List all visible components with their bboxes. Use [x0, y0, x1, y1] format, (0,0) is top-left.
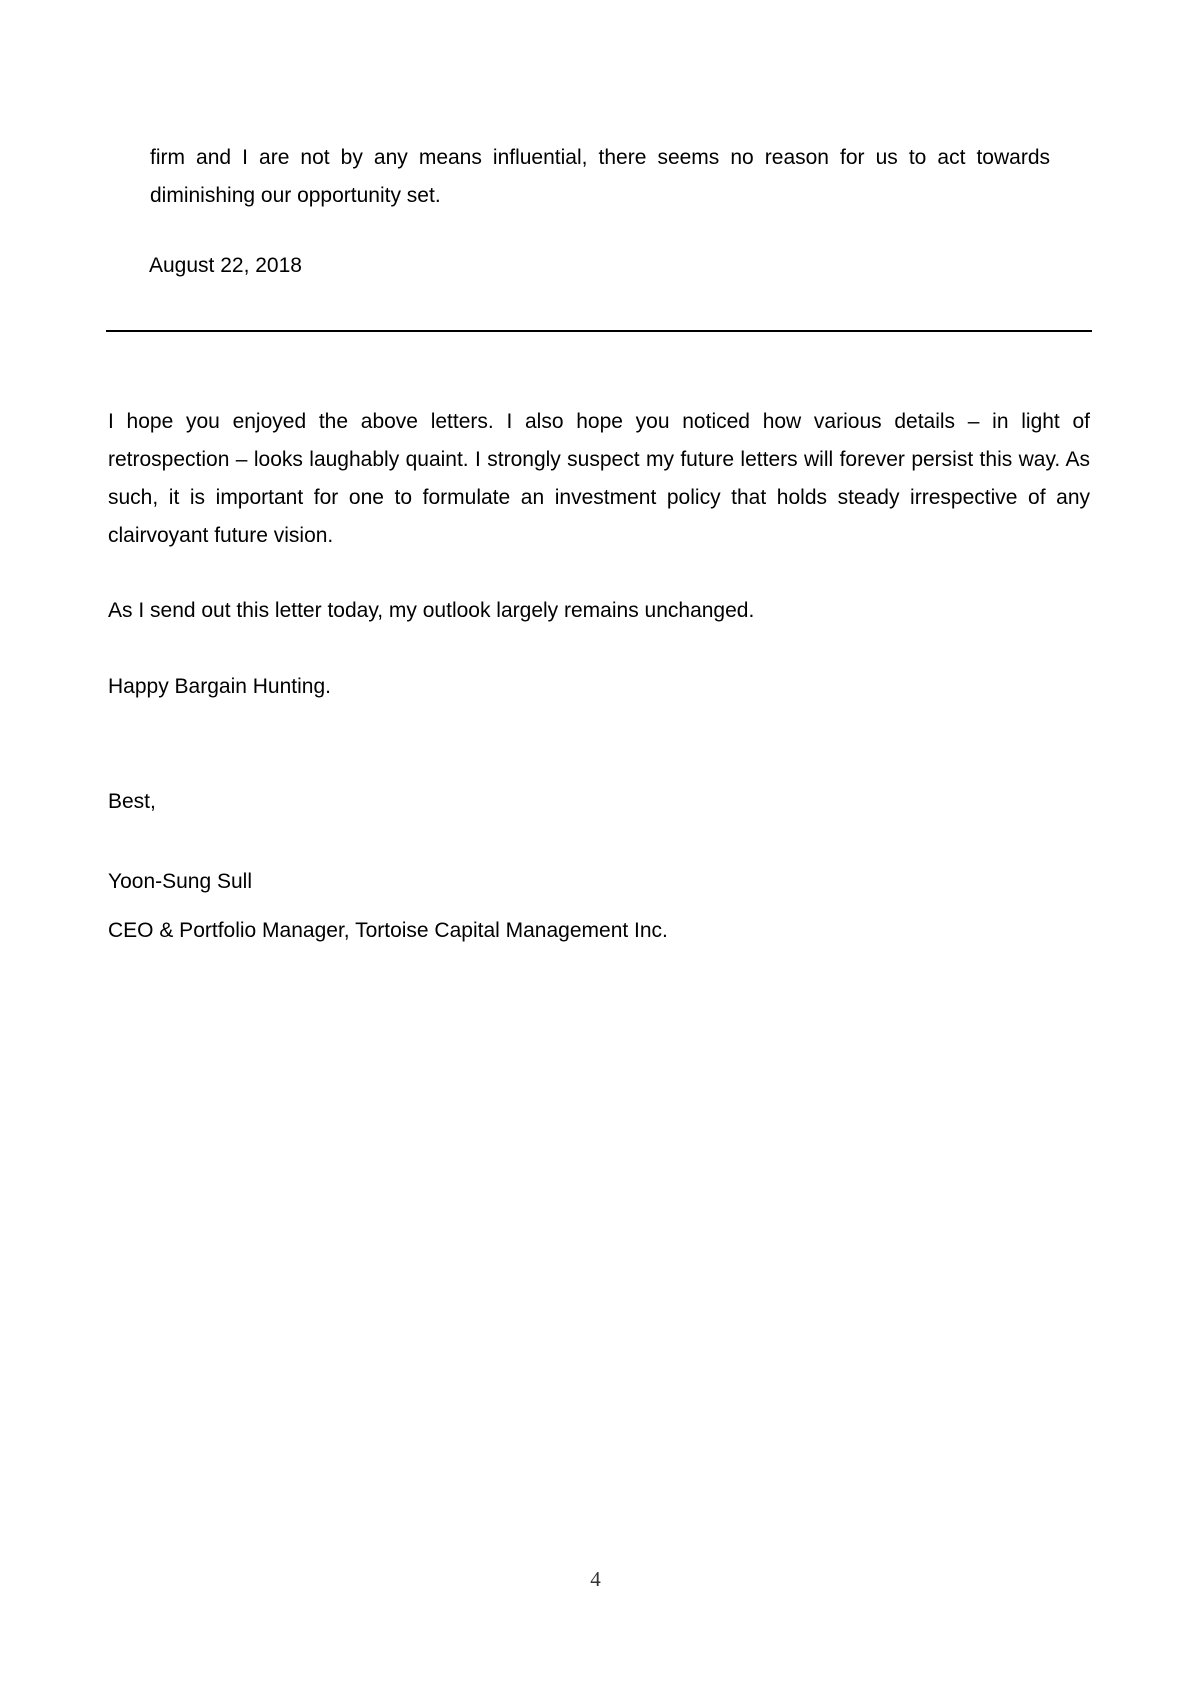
page-number: 4: [590, 1567, 601, 1591]
letter-paragraph-retrospection: I hope you enjoyed the above letters. I also hope you noticed how various details – in light of retrospection – looks laughably quaint. I strongly suspect my future letters will forever persist this way. As such, it is important for one to formulate an investment policy that holds steady irrespective of any clairvoyant future vision.: [108, 410, 1090, 547]
signature-title: CEO & Portfolio Manager, Tortoise Capital Management Inc.: [108, 919, 668, 942]
section-divider: [106, 330, 1092, 332]
letter-closing: Best,: [108, 790, 156, 813]
letter-paragraph-sign-off: Happy Bargain Hunting.: [108, 675, 331, 698]
signature-name: Yoon-Sung Sull: [108, 870, 253, 893]
quoted-letter-closing-paragraph: firm and I are not by any means influential, there seems no reason for us to act towards diminishing our opportunity set.: [150, 146, 1050, 207]
quoted-letter-date: August 22, 2018: [149, 254, 302, 277]
letter-paragraph-outlook: As I send out this letter today, my outlook largely remains unchanged.: [108, 599, 755, 622]
